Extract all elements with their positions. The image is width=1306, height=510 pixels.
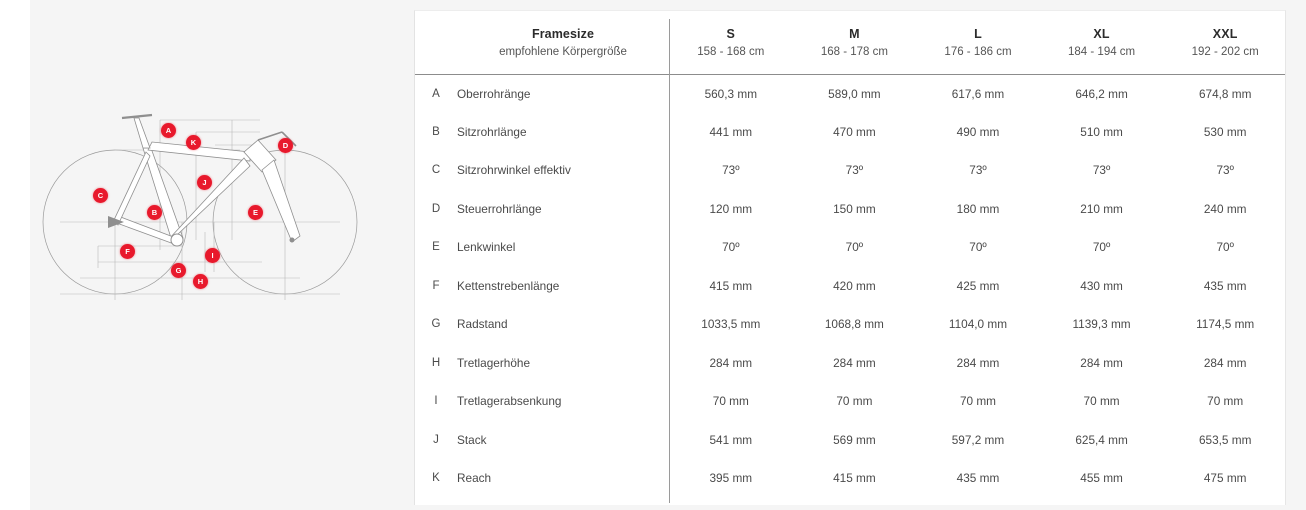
table-row bbox=[415, 344, 1286, 383]
header-size-l bbox=[916, 11, 1040, 74]
framesize-subtitle: empfohlene Körpergröße bbox=[499, 45, 627, 58]
size-range-l: 176 - 186 cm bbox=[944, 45, 1012, 58]
cell-s: 415 mm bbox=[709, 278, 753, 293]
header-row bbox=[415, 11, 1286, 74]
cell-m: 70º bbox=[845, 240, 864, 255]
size-range-m: 168 - 178 cm bbox=[820, 45, 888, 58]
row-letter: K bbox=[432, 472, 440, 485]
table-row bbox=[415, 267, 1286, 306]
bicycle-geometry-diagram bbox=[0, 0, 410, 510]
header-size-xxl bbox=[1163, 11, 1286, 74]
size-range-xxl: 192 - 202 cm bbox=[1191, 45, 1259, 58]
cell-l: 73º bbox=[969, 163, 987, 178]
row-name: Tretlagerhöhe bbox=[457, 355, 531, 370]
header-letter-spacer bbox=[415, 11, 457, 74]
size-label-xl: XL bbox=[1093, 26, 1110, 41]
cell-xxl: 70 mm bbox=[1207, 394, 1244, 409]
cell-xxl: 70º bbox=[1216, 240, 1234, 255]
cell-l: 617,6 mm bbox=[951, 86, 1005, 101]
row-letter: E bbox=[432, 241, 440, 254]
cell-xl: 625,4 mm bbox=[1075, 432, 1128, 447]
cell-m: 73º bbox=[845, 163, 864, 178]
cell-s: 541 mm bbox=[709, 432, 753, 447]
table-row bbox=[415, 421, 1286, 460]
cell-s: 284 mm bbox=[709, 355, 753, 370]
table-row bbox=[415, 113, 1286, 152]
cell-l: 70º bbox=[969, 240, 987, 255]
header-framesize bbox=[457, 11, 669, 74]
table-header bbox=[415, 11, 1286, 74]
cell-xl: 455 mm bbox=[1080, 471, 1123, 486]
seat-stay bbox=[114, 152, 150, 225]
cell-m: 420 mm bbox=[833, 278, 876, 293]
diagram-marker-b: B bbox=[147, 205, 162, 220]
cell-xl: 210 mm bbox=[1080, 201, 1123, 216]
cell-l: 425 mm bbox=[956, 278, 1000, 293]
cell-xxl: 284 mm bbox=[1203, 355, 1247, 370]
geometry-table-card bbox=[414, 10, 1286, 505]
cell-xxl: 475 mm bbox=[1203, 471, 1247, 486]
cell-xxl: 1174,5 mm bbox=[1196, 317, 1255, 332]
framesize-title: Framesize bbox=[531, 26, 595, 41]
cell-l: 180 mm bbox=[956, 201, 1000, 216]
geometry-table bbox=[415, 11, 1286, 498]
cell-xl: 73º bbox=[1092, 163, 1111, 178]
size-label-l: L bbox=[974, 26, 982, 41]
diagram-marker-i: I bbox=[205, 248, 220, 263]
size-label-s: S bbox=[726, 26, 736, 41]
size-label-m: M bbox=[849, 26, 860, 41]
diagram-marker-k: K bbox=[186, 135, 201, 150]
row-letter: F bbox=[432, 279, 440, 292]
row-letter: B bbox=[432, 125, 440, 138]
cell-xxl: 240 mm bbox=[1203, 201, 1247, 216]
table-vertical-divider bbox=[669, 19, 670, 503]
size-range-s: 158 - 168 cm bbox=[697, 45, 765, 58]
stem bbox=[258, 132, 282, 140]
cell-xl: 646,2 mm bbox=[1075, 86, 1128, 101]
cell-xl: 430 mm bbox=[1080, 278, 1123, 293]
cell-xl: 70 mm bbox=[1083, 394, 1120, 409]
seat-tube bbox=[143, 148, 183, 238]
table-row bbox=[415, 459, 1286, 498]
row-letter: D bbox=[431, 202, 441, 215]
cell-s: 70 mm bbox=[712, 394, 749, 409]
table-row bbox=[415, 190, 1286, 229]
cell-s: 70º bbox=[722, 240, 740, 255]
diagram-marker-c: C bbox=[93, 188, 108, 203]
cell-m: 470 mm bbox=[833, 124, 876, 139]
bottom-bracket bbox=[171, 234, 183, 246]
cell-m: 284 mm bbox=[833, 355, 876, 370]
diagram-marker-f: F bbox=[120, 244, 135, 259]
size-label-xxl: XXL bbox=[1212, 26, 1238, 41]
diagram-marker-j: J bbox=[197, 175, 212, 190]
cell-xl: 1139,3 mm bbox=[1072, 317, 1131, 332]
size-range-xl: 184 - 194 cm bbox=[1068, 45, 1136, 58]
cell-xl: 284 mm bbox=[1080, 355, 1123, 370]
cell-xl: 510 mm bbox=[1080, 124, 1123, 139]
row-name: Reach bbox=[457, 471, 492, 486]
cell-xxl: 530 mm bbox=[1203, 124, 1247, 139]
cell-s: 560,3 mm bbox=[704, 86, 758, 101]
row-name: Steuerrohrlänge bbox=[457, 201, 542, 216]
header-size-m bbox=[793, 11, 917, 74]
table-row bbox=[415, 382, 1286, 421]
table-row bbox=[415, 228, 1286, 267]
diagram-marker-g: G bbox=[171, 263, 186, 278]
header-size-s bbox=[669, 11, 793, 74]
cell-m: 415 mm bbox=[833, 471, 876, 486]
diagram-marker-h: H bbox=[193, 274, 208, 289]
cell-l: 490 mm bbox=[956, 124, 1000, 139]
row-letter: J bbox=[433, 433, 439, 446]
row-name: Oberrohränge bbox=[457, 86, 531, 101]
cell-m: 1068,8 mm bbox=[824, 317, 884, 332]
diagram-marker-a: A bbox=[161, 123, 176, 138]
header-size-xl bbox=[1040, 11, 1164, 74]
table-row bbox=[415, 305, 1286, 344]
cell-m: 150 mm bbox=[833, 201, 876, 216]
cell-l: 435 mm bbox=[956, 471, 1000, 486]
row-letter: A bbox=[432, 87, 440, 100]
diagram-marker-d: D bbox=[278, 138, 293, 153]
row-name: Radstand bbox=[457, 317, 508, 332]
row-letter: C bbox=[431, 164, 441, 177]
row-name: Sitzrohrlänge bbox=[457, 124, 527, 139]
table-row bbox=[415, 151, 1286, 190]
cell-l: 597,2 mm bbox=[951, 432, 1005, 447]
down-tube bbox=[168, 158, 250, 240]
cell-xxl: 435 mm bbox=[1203, 278, 1247, 293]
table-body bbox=[415, 74, 1286, 498]
cell-xxl: 674,8 mm bbox=[1198, 86, 1252, 101]
fork bbox=[262, 160, 300, 242]
table-row bbox=[415, 74, 1286, 113]
row-letter: H bbox=[431, 356, 441, 369]
cell-xxl: 73º bbox=[1216, 163, 1234, 178]
row-name: Sitzrohrwinkel effektiv bbox=[457, 163, 571, 178]
cell-s: 73º bbox=[722, 163, 740, 178]
cell-l: 284 mm bbox=[956, 355, 1000, 370]
row-name: Tretlagerabsenkung bbox=[457, 394, 562, 409]
cell-s: 1033,5 mm bbox=[701, 317, 761, 332]
front-hub bbox=[290, 238, 295, 243]
row-letter: I bbox=[434, 395, 438, 408]
cell-m: 569 mm bbox=[833, 432, 876, 447]
seat-post bbox=[134, 118, 150, 148]
row-name: Kettenstrebenlänge bbox=[457, 278, 560, 293]
cell-l: 1104,0 mm bbox=[948, 317, 1008, 332]
cell-s: 441 mm bbox=[709, 124, 753, 139]
cell-s: 120 mm bbox=[709, 201, 753, 216]
cell-xl: 70º bbox=[1092, 240, 1111, 255]
cell-m: 70 mm bbox=[836, 394, 873, 409]
row-letter: G bbox=[431, 318, 441, 331]
cell-l: 70 mm bbox=[959, 394, 997, 409]
diagram-marker-e: E bbox=[248, 205, 263, 220]
row-name: Lenkwinkel bbox=[457, 240, 516, 255]
cell-m: 589,0 mm bbox=[828, 86, 881, 101]
row-name: Stack bbox=[457, 432, 487, 447]
cell-s: 395 mm bbox=[709, 471, 753, 486]
cell-xxl: 653,5 mm bbox=[1198, 432, 1252, 447]
saddle bbox=[122, 115, 152, 118]
